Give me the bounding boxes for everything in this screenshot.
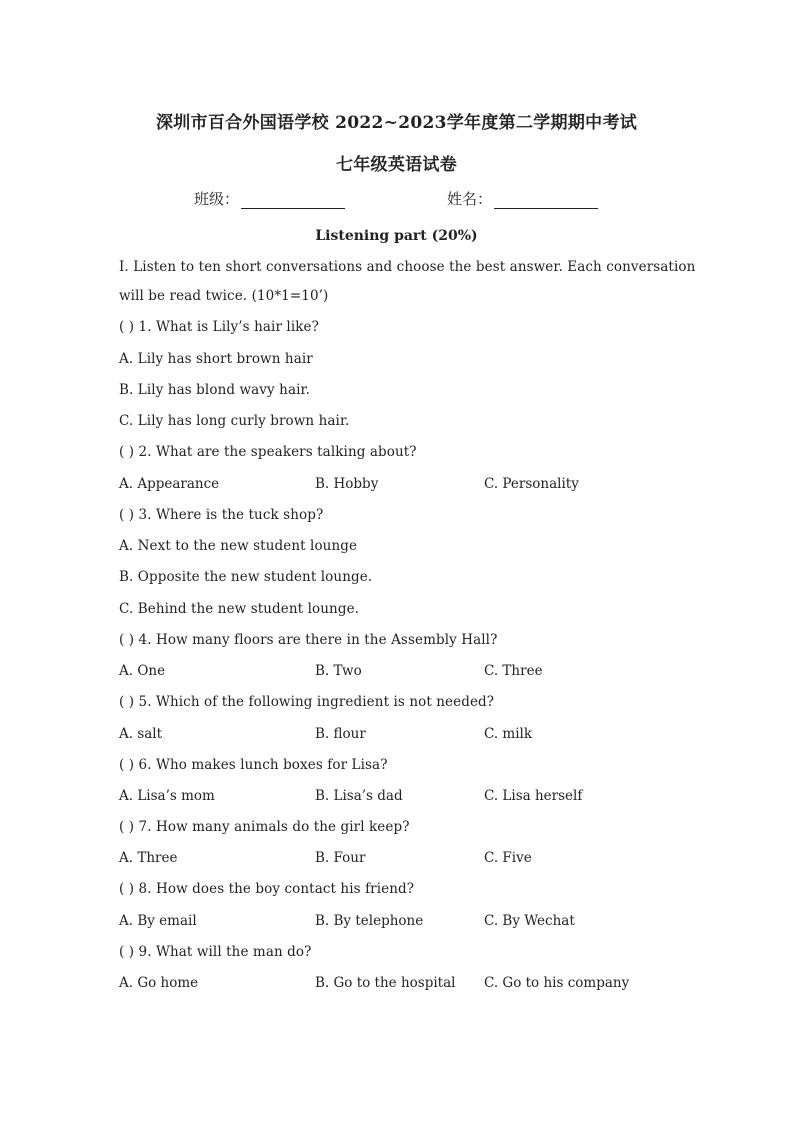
question-option: C. Go to his company [484, 975, 630, 991]
instruction-line-1: I. Listen to ten short conversations and choose the best answer. Each conversation [119, 259, 696, 275]
class-blank-line[interactable] [241, 193, 345, 209]
question-option: B. Four [315, 850, 366, 866]
question-option: A. Three [119, 850, 178, 866]
question-stem: ( ) 7. How many animals do the girl keep? [119, 819, 410, 835]
question-option: A. Next to the new student lounge [119, 538, 358, 554]
class-label: 班级： [194, 190, 240, 208]
question-stem: ( ) 4. How many floors are there in the Assembly Hall? [119, 632, 498, 648]
question-option: C. Lisa herself [484, 788, 583, 804]
question-stem: ( ) 8. How does the boy contact his friend? [119, 881, 415, 897]
page-title: 深圳市百合外国语学校 2022~2023学年度第二学期期中考试 [155, 113, 638, 133]
question-option: C. By Wechat [484, 913, 575, 929]
question-option: C. Personality [484, 476, 579, 492]
page-subtitle: 七年级英语试卷 [335, 155, 458, 175]
question-option: A. Lisa’s mom [119, 788, 215, 804]
question-option: B. Hobby [315, 476, 379, 492]
name-blank-line[interactable] [494, 193, 598, 209]
class-field[interactable] [194, 188, 345, 209]
question-stem: ( ) 5. Which of the following ingredient is not needed? [119, 694, 495, 710]
question-option: A. Appearance [119, 476, 220, 492]
question-stem: ( ) 2. What are the speakers talking about? [119, 444, 417, 460]
question-stem: ( ) 9. What will the man do? [119, 944, 312, 960]
question-option: B. Two [315, 663, 362, 679]
question-option: A. Go home [119, 975, 199, 991]
question-option: C. Lily has long curly brown hair. [119, 413, 350, 429]
name-field[interactable] [447, 188, 598, 209]
name-label: 姓名： [447, 190, 493, 208]
question-stem: ( ) 6. Who makes lunch boxes for Lisa? [119, 757, 388, 773]
question-stem: ( ) 3. Where is the tuck shop? [119, 507, 324, 523]
question-option: C. Three [484, 663, 543, 679]
section-title: Listening part (20%) [315, 228, 478, 244]
question-stem: ( ) 1. What is Lily’s hair like? [119, 319, 319, 335]
question-option: A. One [119, 663, 166, 679]
question-option: C. Five [484, 850, 532, 866]
question-option: A. By email [119, 913, 197, 929]
question-option: B. Lily has blond wavy hair. [119, 382, 310, 398]
question-option: B. By telephone [315, 913, 424, 929]
question-option: C. Behind the new student lounge. [119, 601, 360, 617]
question-option: A. salt [119, 726, 163, 742]
question-option: B. Go to the hospital [315, 975, 456, 991]
question-option: B. flour [315, 726, 366, 742]
question-option: B. Lisa’s dad [315, 788, 403, 804]
instruction-line-2: will be read twice. (10*1=10’) [119, 288, 329, 304]
question-option: C. milk [484, 726, 533, 742]
question-option: B. Opposite the new student lounge. [119, 569, 373, 585]
question-option: A. Lily has short brown hair [119, 351, 313, 367]
